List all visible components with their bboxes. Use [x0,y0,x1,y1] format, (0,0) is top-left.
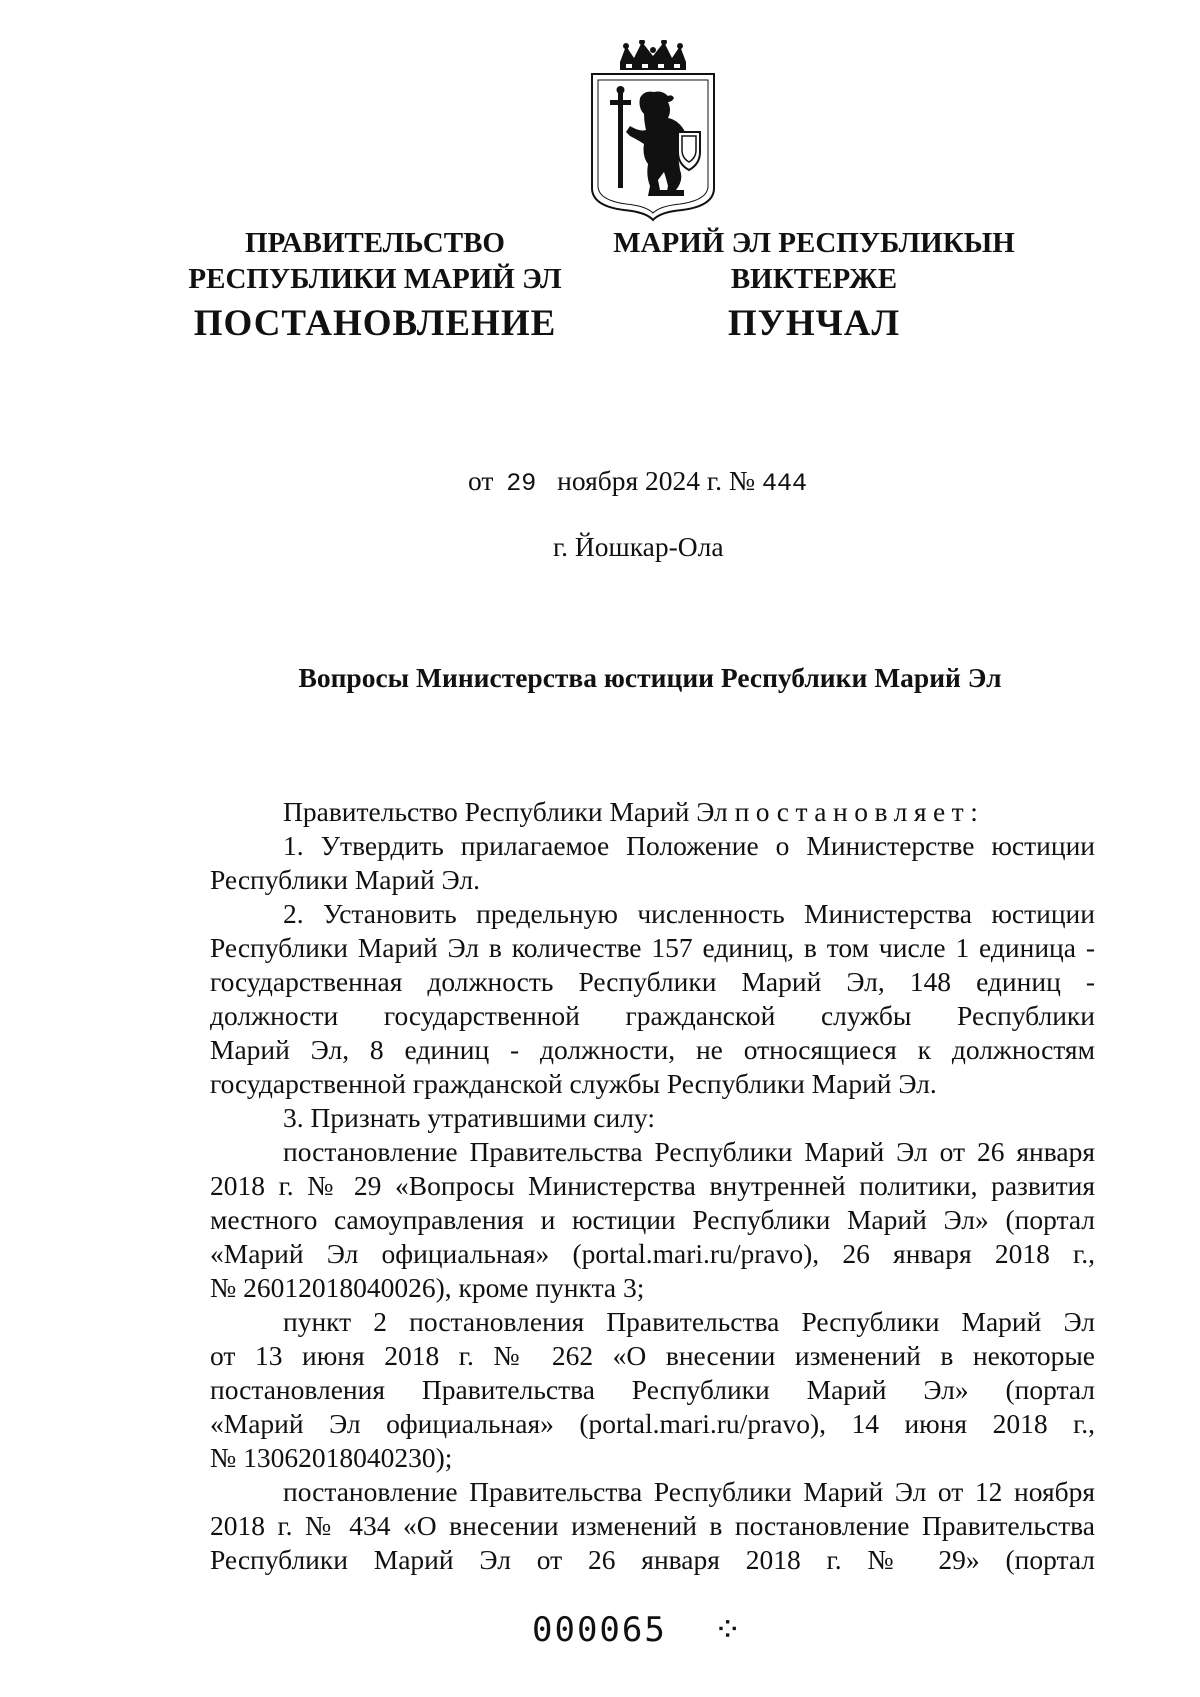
header-left-line2: РЕСПУБЛИКИ МАРИЙ ЭЛ [188,263,562,295]
body-line: постановления Правительства Республики Марий Эл» (портал [210,1374,1095,1405]
body-line: 1. Утвердить прилагаемое Положение о Министерстве юстиции [283,830,1095,861]
body-line: Республики Марий Эл от 26 января 2018 г. № 29» (портал [210,1544,1095,1575]
body-line: постановление Правительства Республики Марий Эл от 26 января [283,1136,1095,1167]
serial-number: 000065 [532,1610,667,1650]
coat-of-arms-emblem [582,40,724,222]
header-left-line1: ПРАВИТЕЛЬСТВО [245,227,505,259]
body-line: 3. Признать утратившими силу: [283,1102,655,1133]
date-month-year: ноября 2024 г. № [557,465,756,496]
body-line: пункт 2 постановления Правительства Республики Марий Эл [283,1306,1095,1337]
body-line: государственная должность Республики Марий Эл, 148 единиц - [210,966,1095,997]
date-day: 29 [506,469,537,498]
city: г. Йошкар-Ола [553,531,724,562]
body-line: должности государственной гражданской службы Республики [210,1000,1095,1031]
footer-serial [532,1610,744,1650]
document-number: 444 [761,469,807,498]
body-line: государственной гражданской службы Республики Марий Эл. [210,1068,937,1099]
body-line: 2018 г. № 434 «О внесении изменений в постановление Правительства [210,1510,1095,1541]
document-title: Вопросы Министерства юстиции Республики Марий Эл [298,662,1002,693]
body-intro [283,795,1095,829]
crown-icon [620,40,686,70]
header-right-line1: МАРИЙ ЭЛ РЕСПУБЛИКЫН [613,227,1015,259]
body-line: № 13062018040230); [210,1442,453,1473]
header-right-line2: ВИКТЕРЖЕ [730,263,898,295]
body-line: от 13 июня 2018 г. № 262 «О внесении изменений в некоторые [210,1340,1095,1371]
intro-subject: Правительство Республики Марий Эл [283,796,728,827]
body-line: 2018 г. № 29 «Вопросы Министерства внутренней политики, развития [210,1170,1095,1201]
body-line: «Марий Эл официальная» (portal.mari.ru/pravo), 26 января 2018 г., [210,1238,1095,1269]
body-line: Республики Марий Эл. [210,864,480,895]
body-line: Марий Эл, 8 единиц - должности, не относящиеся к должностям [210,1034,1095,1065]
body-line: Республики Марий Эл в количестве 157 единиц, в том числе 1 единица - [210,932,1095,963]
header-right-doc-type: ПУНЧАЛ [727,303,901,344]
body-line: местного самоуправления и юстиции Республики Марий Эл» (портал [210,1204,1095,1235]
body-line: «Марий Эл официальная» (portal.mari.ru/pravo), 14 июня 2018 г., [210,1408,1095,1439]
intro-verb: постановляет: [734,796,985,827]
body-line: № 26012018040026), кроме пункта 3; [210,1272,645,1303]
footer-mark-icon: ⁘ [713,1610,744,1650]
date-line [468,464,807,501]
date-prefix: от [468,465,494,496]
body-line: постановление Правительства Республики Марий Эл от 12 ноября [283,1476,1095,1507]
body-line: 2. Установить предельную численность Министерства юстиции [283,898,1095,929]
header-left-doc-type: ПОСТАНОВЛЕНИЕ [193,303,557,344]
